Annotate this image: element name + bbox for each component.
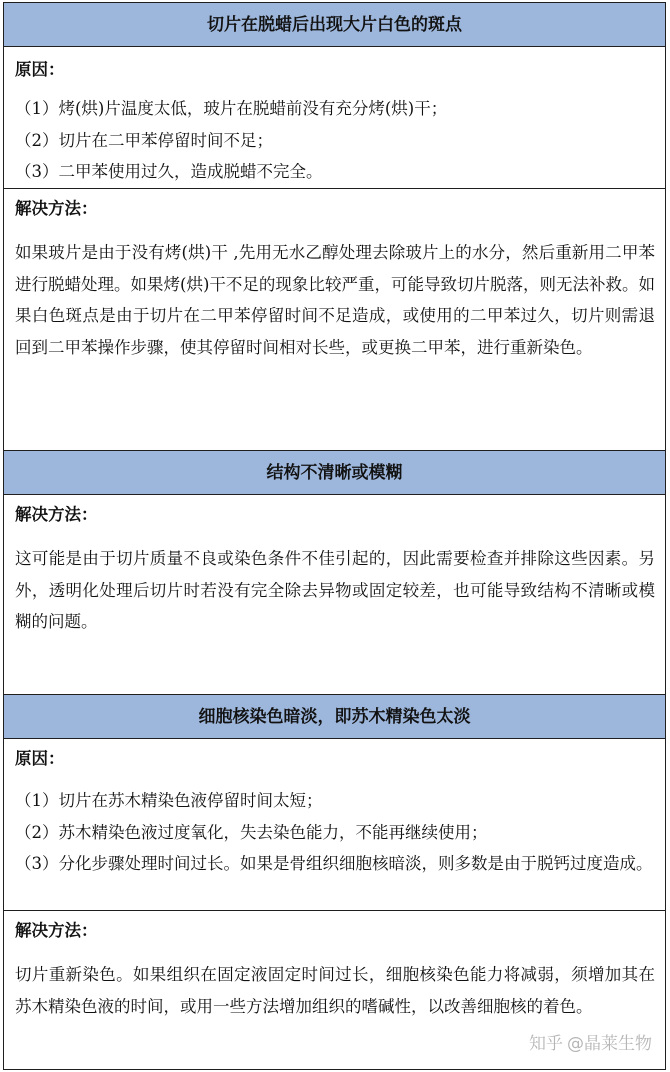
section-3-title: 细胞核染色暗淡，即苏木精染色太淡 (198, 706, 471, 727)
section-2-header (4, 451, 665, 495)
reason-item: （1）切片在苏木精染色液停留时间太短； (15, 791, 323, 810)
reason-item: （3）分化步骤处理时间过长。如果是骨组织细胞核暗淡，则多数是由于脱钙过度造成。 (15, 854, 653, 873)
reason-item: （2）苏木精染色液过度氧化，失去染色能力，不能再继续使用； (15, 822, 488, 842)
section-3-solution-label: 解决方法： (15, 921, 98, 940)
section-2-title: 结构不清晰或模糊 (266, 462, 403, 483)
reason-item: （3）二甲苯使用过久，造成脱蜡不完全。 (15, 162, 323, 181)
watermark (529, 1029, 652, 1054)
watermark-author: @晶莱生物 (567, 1034, 652, 1054)
section-3-reason-cell (4, 739, 665, 911)
section-1-reason-list (15, 93, 655, 188)
section-1-solution-label: 解决方法： (15, 199, 98, 218)
document-table (3, 2, 666, 1070)
watermark-site: 知乎 (529, 1034, 563, 1054)
section-1-header (4, 3, 665, 47)
section-1-reason-cell (4, 47, 665, 189)
section-3-header (4, 695, 665, 739)
reason-item: （2）切片在二甲苯停留时间不足； (15, 130, 273, 150)
section-3-reason-label: 原因： (15, 749, 65, 768)
section-3-solution-text: 切片重新染色。如果组织在固定液固定时间过长，细胞核染色能力将减弱，须增加其在苏木精染色液的时间，或用一些方法增加组织的嗜碱性，以改善细胞核的着色。 (15, 965, 655, 1016)
section-2-solution-text: 这可能是由于切片质量不良或染色条件不佳引起的，因此需要检查并排除这些因素。另外，透明化处理后切片时若没有完全除去异物或固定较差，也可能导致结构不清晰或模糊的问题。 (15, 549, 655, 631)
section-3-reason-list (15, 785, 655, 880)
section-1-reason-label: 原因： (15, 60, 65, 79)
reason-item: （1）烤(烘)片温度太低，玻片在脱蜡前没有充分烤(烘)干； (15, 99, 448, 118)
section-1-title: 切片在脱蜡后出现大片白色的斑点 (207, 14, 462, 35)
section-2-solution-cell (4, 495, 665, 695)
section-1-solution-text: 如果玻片是由于没有烤(烘)干 ,先用无水乙醇处理去除玻片上的水分，然后重新用二甲苯进行脱蜡处理。如果烤(烘)干不足的现象比较严重，可能导致切片脱落，则无法补救。如果白色斑点是由于切片在二甲苯停留时间不足造成，或使用的二甲苯过久，切片则需退回到二甲苯操作步骤，使其停留时间相对长些，或更换二甲苯，进行重新染色。 (15, 243, 655, 357)
section-1-solution-cell (4, 189, 665, 451)
section-2-solution-label: 解决方法： (15, 505, 98, 524)
